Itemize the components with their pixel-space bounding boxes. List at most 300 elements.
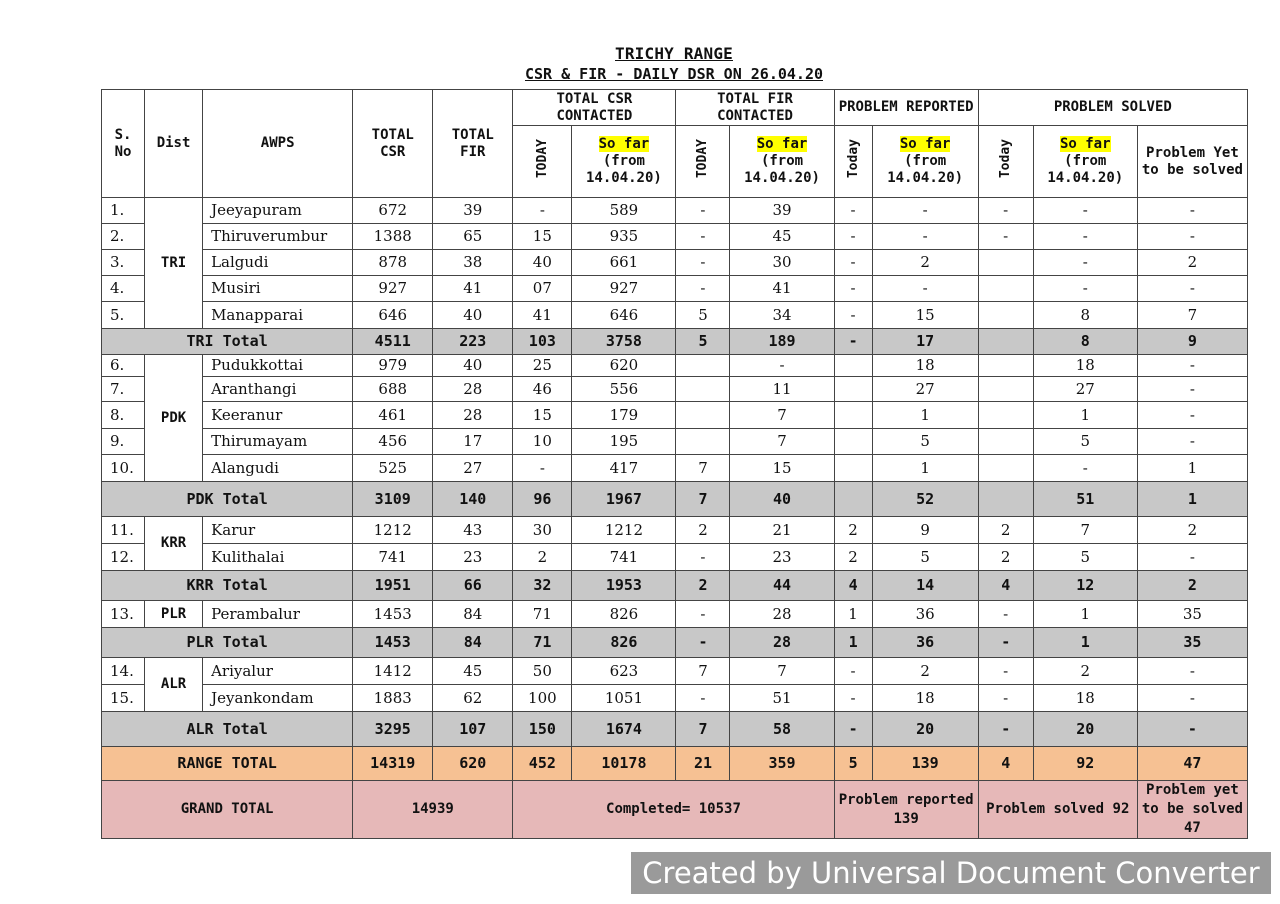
district-total-row xyxy=(102,482,1248,517)
total-fir: 107 xyxy=(433,712,513,747)
row-csr: 741 xyxy=(353,544,433,571)
total-fir-today: 7 xyxy=(676,482,730,517)
row-csr: 878 xyxy=(353,250,433,276)
row-awps: Musiri xyxy=(203,276,353,302)
row-fir-sofar: 45 xyxy=(730,224,834,250)
row-ps-today: - xyxy=(978,685,1033,712)
row-pr-sofar: 1 xyxy=(872,402,978,429)
grand-problem-solved: Problem solved 92 xyxy=(978,781,1137,839)
row-fir: 23 xyxy=(433,544,513,571)
total-fir-today: 2 xyxy=(676,571,730,601)
row-yet: - xyxy=(1137,377,1247,402)
row-sno: 14. xyxy=(102,658,145,685)
row-csr-sofar: 927 xyxy=(572,276,676,302)
row-fir-sofar: 7 xyxy=(730,402,834,429)
row-sno: 15. xyxy=(102,685,145,712)
row-pr-sofar: 18 xyxy=(872,685,978,712)
total-csr-sofar: 1967 xyxy=(572,482,676,517)
row-pr-sofar: 15 xyxy=(872,302,978,329)
row-csr-today: 71 xyxy=(513,601,572,628)
total-csr: 4511 xyxy=(353,329,433,355)
row-ps-sofar: 1 xyxy=(1033,601,1137,628)
row-pr-today xyxy=(834,429,872,455)
row-fir-sofar: 28 xyxy=(730,601,834,628)
row-sno: 8. xyxy=(102,402,145,429)
table-row xyxy=(102,601,1248,628)
total-fir-sofar: 44 xyxy=(730,571,834,601)
row-ps-today: - xyxy=(978,224,1033,250)
row-fir: 65 xyxy=(433,224,513,250)
row-ps-sofar: - xyxy=(1033,250,1137,276)
row-pr-today: - xyxy=(834,224,872,250)
row-yet: - xyxy=(1137,198,1247,224)
total-fir: 140 xyxy=(433,482,513,517)
district-total-row xyxy=(102,329,1248,355)
row-csr-sofar: 1212 xyxy=(572,517,676,544)
row-fir-today: - xyxy=(676,685,730,712)
total-ps-sofar: 20 xyxy=(1033,712,1137,747)
row-ps-today xyxy=(978,455,1033,482)
row-csr: 461 xyxy=(353,402,433,429)
range-csr: 14319 xyxy=(353,747,433,781)
row-csr-today: 100 xyxy=(513,685,572,712)
grand-total-row xyxy=(102,781,1248,839)
row-pr-today: 2 xyxy=(834,544,872,571)
total-fir-sofar: 189 xyxy=(730,329,834,355)
row-pr-sofar: 5 xyxy=(872,429,978,455)
total-fir-today: - xyxy=(676,628,730,658)
row-awps: Jeeyapuram xyxy=(203,198,353,224)
row-ps-today xyxy=(978,429,1033,455)
row-yet: - xyxy=(1137,658,1247,685)
total-pr-sofar: 20 xyxy=(872,712,978,747)
total-csr-today: 71 xyxy=(513,628,572,658)
row-csr-today: 40 xyxy=(513,250,572,276)
row-ps-sofar: 27 xyxy=(1033,377,1137,402)
total-pr-today: - xyxy=(834,329,872,355)
total-fir-sofar: 28 xyxy=(730,628,834,658)
row-fir: 27 xyxy=(433,455,513,482)
total-ps-sofar: 8 xyxy=(1033,329,1137,355)
header-csr-today: TODAY xyxy=(513,126,572,198)
total-fir-sofar: 40 xyxy=(730,482,834,517)
total-label: TRI Total xyxy=(102,329,353,355)
row-fir-today: - xyxy=(676,601,730,628)
row-csr: 672 xyxy=(353,198,433,224)
row-csr-sofar: 935 xyxy=(572,224,676,250)
row-sno: 6. xyxy=(102,355,145,377)
total-csr-sofar: 1953 xyxy=(572,571,676,601)
row-pr-sofar: - xyxy=(872,276,978,302)
row-sno: 2. xyxy=(102,224,145,250)
row-csr-sofar: 661 xyxy=(572,250,676,276)
total-fir-sofar: 58 xyxy=(730,712,834,747)
total-csr-sofar: 3758 xyxy=(572,329,676,355)
row-csr: 688 xyxy=(353,377,433,402)
row-fir: 62 xyxy=(433,685,513,712)
row-sno: 4. xyxy=(102,276,145,302)
district-label: PDK xyxy=(145,355,203,482)
range-ps-sofar: 92 xyxy=(1033,747,1137,781)
range-fir: 620 xyxy=(433,747,513,781)
row-pr-sofar: - xyxy=(872,198,978,224)
row-csr-sofar: 556 xyxy=(572,377,676,402)
total-pr-today: 1 xyxy=(834,628,872,658)
row-awps: Thirumayam xyxy=(203,429,353,455)
range-pr-sofar: 139 xyxy=(872,747,978,781)
row-sno: 7. xyxy=(102,377,145,402)
table-row xyxy=(102,685,1248,712)
row-csr-sofar: 623 xyxy=(572,658,676,685)
row-ps-today: - xyxy=(978,198,1033,224)
row-yet: - xyxy=(1137,544,1247,571)
total-csr: 1453 xyxy=(353,628,433,658)
row-yet: 1 xyxy=(1137,455,1247,482)
row-csr: 456 xyxy=(353,429,433,455)
total-pr-sofar: 36 xyxy=(872,628,978,658)
total-csr-sofar: 1674 xyxy=(572,712,676,747)
row-csr-today: - xyxy=(513,455,572,482)
row-csr-today: 25 xyxy=(513,355,572,377)
row-fir: 39 xyxy=(433,198,513,224)
row-csr: 1883 xyxy=(353,685,433,712)
row-csr-today: 07 xyxy=(513,276,572,302)
row-csr-sofar: 620 xyxy=(572,355,676,377)
header-ps-today: Today xyxy=(978,126,1033,198)
row-pr-sofar: 9 xyxy=(872,517,978,544)
row-pr-sofar: 36 xyxy=(872,601,978,628)
row-csr-today: 50 xyxy=(513,658,572,685)
row-pr-today: - xyxy=(834,250,872,276)
total-yet: - xyxy=(1137,712,1247,747)
row-yet: - xyxy=(1137,429,1247,455)
table-row xyxy=(102,377,1248,402)
range-fir-sofar: 359 xyxy=(730,747,834,781)
row-csr: 1412 xyxy=(353,658,433,685)
header-ps-sofar: So far (from 14.04.20) xyxy=(1033,126,1137,198)
table-row xyxy=(102,276,1248,302)
row-pr-today: - xyxy=(834,658,872,685)
row-ps-today xyxy=(978,355,1033,377)
table-row xyxy=(102,224,1248,250)
table-row xyxy=(102,658,1248,685)
row-ps-today xyxy=(978,302,1033,329)
row-awps: Lalgudi xyxy=(203,250,353,276)
row-fir: 84 xyxy=(433,601,513,628)
row-ps-today xyxy=(978,250,1033,276)
row-ps-sofar: 18 xyxy=(1033,685,1137,712)
header-problem-reported: PROBLEM REPORTED xyxy=(834,90,978,126)
row-fir: 28 xyxy=(433,402,513,429)
row-yet: 35 xyxy=(1137,601,1247,628)
row-pr-sofar: 1 xyxy=(872,455,978,482)
row-csr: 646 xyxy=(353,302,433,329)
row-csr: 1212 xyxy=(353,517,433,544)
row-fir: 45 xyxy=(433,658,513,685)
grand-completed: Completed= 10537 xyxy=(513,781,834,839)
row-ps-sofar: - xyxy=(1033,276,1137,302)
row-ps-today xyxy=(978,402,1033,429)
total-pr-today: 4 xyxy=(834,571,872,601)
row-ps-today xyxy=(978,276,1033,302)
row-pr-sofar: 2 xyxy=(872,250,978,276)
row-fir-sofar: 15 xyxy=(730,455,834,482)
row-ps-sofar: 2 xyxy=(1033,658,1137,685)
header-pr-sofar: So far (from 14.04.20) xyxy=(872,126,978,198)
header-csr-sofar: So far (from 14.04.20) xyxy=(572,126,676,198)
table-row xyxy=(102,402,1248,429)
total-label: KRR Total xyxy=(102,571,353,601)
row-csr-sofar: 1051 xyxy=(572,685,676,712)
row-csr-today: 30 xyxy=(513,517,572,544)
row-csr: 525 xyxy=(353,455,433,482)
total-ps-today: 4 xyxy=(978,571,1033,601)
row-csr: 1453 xyxy=(353,601,433,628)
total-csr: 3109 xyxy=(353,482,433,517)
row-ps-sofar: - xyxy=(1033,198,1137,224)
total-ps-today: - xyxy=(978,712,1033,747)
row-ps-today xyxy=(978,377,1033,402)
total-csr: 1951 xyxy=(353,571,433,601)
row-yet: - xyxy=(1137,402,1247,429)
row-awps: Kulithalai xyxy=(203,544,353,571)
row-sno: 9. xyxy=(102,429,145,455)
total-pr-today: - xyxy=(834,712,872,747)
row-ps-sofar: 18 xyxy=(1033,355,1137,377)
row-pr-today xyxy=(834,377,872,402)
total-fir-today: 7 xyxy=(676,712,730,747)
row-fir-sofar: 30 xyxy=(730,250,834,276)
row-ps-sofar: 5 xyxy=(1033,429,1137,455)
district-total-row xyxy=(102,571,1248,601)
row-fir-sofar: 23 xyxy=(730,544,834,571)
row-csr-sofar: 646 xyxy=(572,302,676,329)
row-pr-today: - xyxy=(834,685,872,712)
row-fir-today xyxy=(676,402,730,429)
row-csr-sofar: 741 xyxy=(572,544,676,571)
grand-total-value: 14939 xyxy=(353,781,513,839)
range-ps-today: 4 xyxy=(978,747,1033,781)
row-ps-today: - xyxy=(978,658,1033,685)
range-fir-today: 21 xyxy=(676,747,730,781)
total-fir: 84 xyxy=(433,628,513,658)
row-pr-today xyxy=(834,455,872,482)
row-pr-today xyxy=(834,402,872,429)
row-fir-today: - xyxy=(676,198,730,224)
table-row xyxy=(102,455,1248,482)
row-fir: 41 xyxy=(433,276,513,302)
row-pr-today: 2 xyxy=(834,517,872,544)
row-csr: 927 xyxy=(353,276,433,302)
row-pr-today: - xyxy=(834,302,872,329)
table-row xyxy=(102,517,1248,544)
total-label: PLR Total xyxy=(102,628,353,658)
row-pr-sofar: 5 xyxy=(872,544,978,571)
total-ps-sofar: 51 xyxy=(1033,482,1137,517)
row-yet: - xyxy=(1137,276,1247,302)
report-title: TRICHY RANGE xyxy=(615,44,733,63)
total-yet: 2 xyxy=(1137,571,1247,601)
row-yet: 2 xyxy=(1137,250,1247,276)
grand-total-label: GRAND TOTAL xyxy=(102,781,353,839)
total-label: ALR Total xyxy=(102,712,353,747)
range-csr-sofar: 10178 xyxy=(572,747,676,781)
report-subtitle: CSR & FIR - DAILY DSR ON 26.04.20 xyxy=(524,65,823,83)
total-csr-today: 32 xyxy=(513,571,572,601)
header-total-fir: TOTAL FIR xyxy=(433,90,513,198)
header-fir-contacted: TOTAL FIR CONTACTED xyxy=(676,90,834,126)
row-ps-today: - xyxy=(978,601,1033,628)
total-ps-today xyxy=(978,329,1033,355)
range-yet: 47 xyxy=(1137,747,1247,781)
row-fir-today: - xyxy=(676,276,730,302)
row-ps-today: 2 xyxy=(978,517,1033,544)
row-csr-today: 15 xyxy=(513,224,572,250)
header-awps: AWPS xyxy=(203,90,353,198)
district-label: PLR xyxy=(145,601,203,628)
row-awps: Keeranur xyxy=(203,402,353,429)
row-csr-today: 41 xyxy=(513,302,572,329)
range-total-label: RANGE TOTAL xyxy=(102,747,353,781)
district-label: TRI xyxy=(145,198,203,329)
district-total-row xyxy=(102,712,1248,747)
district-total-row xyxy=(102,628,1248,658)
header-pr-today: Today xyxy=(834,126,872,198)
total-csr: 3295 xyxy=(353,712,433,747)
row-awps: Jeyankondam xyxy=(203,685,353,712)
row-fir-today: - xyxy=(676,544,730,571)
watermark: Created by Universal Document Converter xyxy=(631,852,1271,894)
row-sno: 13. xyxy=(102,601,145,628)
row-pr-sofar: 2 xyxy=(872,658,978,685)
district-label: KRR xyxy=(145,517,203,571)
table-row xyxy=(102,302,1248,329)
row-fir: 40 xyxy=(433,302,513,329)
row-fir: 17 xyxy=(433,429,513,455)
row-fir-sofar: 34 xyxy=(730,302,834,329)
row-csr-today: - xyxy=(513,198,572,224)
total-pr-sofar: 52 xyxy=(872,482,978,517)
range-csr-today: 452 xyxy=(513,747,572,781)
row-fir-sofar: 41 xyxy=(730,276,834,302)
row-ps-sofar: - xyxy=(1033,455,1137,482)
total-yet: 35 xyxy=(1137,628,1247,658)
row-awps: Perambalur xyxy=(203,601,353,628)
total-pr-today xyxy=(834,482,872,517)
row-awps: Alangudi xyxy=(203,455,353,482)
row-pr-sofar: - xyxy=(872,224,978,250)
row-fir-today: 2 xyxy=(676,517,730,544)
row-ps-sofar: - xyxy=(1033,224,1137,250)
row-yet: 2 xyxy=(1137,517,1247,544)
row-fir-today: - xyxy=(676,224,730,250)
total-csr-today: 150 xyxy=(513,712,572,747)
row-ps-sofar: 7 xyxy=(1033,517,1137,544)
row-fir-today xyxy=(676,377,730,402)
total-fir: 223 xyxy=(433,329,513,355)
total-fir-today: 5 xyxy=(676,329,730,355)
header-yet-to-be-solved: Problem Yet to be solved xyxy=(1137,126,1247,198)
row-fir-today: 5 xyxy=(676,302,730,329)
row-csr-sofar: 195 xyxy=(572,429,676,455)
row-fir-sofar: 7 xyxy=(730,429,834,455)
row-awps: Pudukkottai xyxy=(203,355,353,377)
row-sno: 1. xyxy=(102,198,145,224)
row-fir-today: 7 xyxy=(676,658,730,685)
row-yet: - xyxy=(1137,685,1247,712)
total-pr-sofar: 14 xyxy=(872,571,978,601)
row-pr-sofar: 27 xyxy=(872,377,978,402)
table-row xyxy=(102,544,1248,571)
row-awps: Ariyalur xyxy=(203,658,353,685)
grand-problem-reported: Problem reported 139 xyxy=(834,781,978,839)
total-ps-today: - xyxy=(978,628,1033,658)
row-csr-today: 2 xyxy=(513,544,572,571)
row-fir: 40 xyxy=(433,355,513,377)
row-fir-today xyxy=(676,355,730,377)
header-fir-today: TODAY xyxy=(676,126,730,198)
header-fir-sofar: So far (from 14.04.20) xyxy=(730,126,834,198)
row-fir-sofar: - xyxy=(730,355,834,377)
table-row xyxy=(102,250,1248,276)
row-csr-today: 46 xyxy=(513,377,572,402)
total-pr-sofar: 17 xyxy=(872,329,978,355)
row-csr-today: 15 xyxy=(513,402,572,429)
row-pr-today xyxy=(834,355,872,377)
row-ps-sofar: 5 xyxy=(1033,544,1137,571)
row-awps: Manapparai xyxy=(203,302,353,329)
row-ps-sofar: 1 xyxy=(1033,402,1137,429)
row-awps: Karur xyxy=(203,517,353,544)
row-csr: 1388 xyxy=(353,224,433,250)
row-sno: 10. xyxy=(102,455,145,482)
row-pr-today: 1 xyxy=(834,601,872,628)
row-fir-sofar: 51 xyxy=(730,685,834,712)
row-sno: 11. xyxy=(102,517,145,544)
row-fir-today: - xyxy=(676,250,730,276)
total-ps-sofar: 12 xyxy=(1033,571,1137,601)
row-awps: Thiruverumbur xyxy=(203,224,353,250)
row-fir-sofar: 11 xyxy=(730,377,834,402)
row-sno: 3. xyxy=(102,250,145,276)
row-pr-today: - xyxy=(834,276,872,302)
grand-yet-to-be-solved: Problem yet to be solved 47 xyxy=(1137,781,1247,839)
row-yet: - xyxy=(1137,224,1247,250)
row-yet: - xyxy=(1137,355,1247,377)
total-label: PDK Total xyxy=(102,482,353,517)
row-fir-today: 7 xyxy=(676,455,730,482)
header-problem-solved: PROBLEM SOLVED xyxy=(978,90,1247,126)
district-label: ALR xyxy=(145,658,203,712)
row-pr-today: - xyxy=(834,198,872,224)
table-row xyxy=(102,429,1248,455)
row-ps-sofar: 8 xyxy=(1033,302,1137,329)
row-csr-today: 10 xyxy=(513,429,572,455)
row-csr-sofar: 826 xyxy=(572,601,676,628)
table-row xyxy=(102,355,1248,377)
row-ps-today: 2 xyxy=(978,544,1033,571)
range-pr-today: 5 xyxy=(834,747,872,781)
total-yet: 9 xyxy=(1137,329,1247,355)
row-csr-sofar: 417 xyxy=(572,455,676,482)
row-yet: 7 xyxy=(1137,302,1247,329)
row-pr-sofar: 18 xyxy=(872,355,978,377)
row-fir: 38 xyxy=(433,250,513,276)
row-fir-today xyxy=(676,429,730,455)
row-fir-sofar: 7 xyxy=(730,658,834,685)
total-yet: 1 xyxy=(1137,482,1247,517)
table-row xyxy=(102,198,1248,224)
